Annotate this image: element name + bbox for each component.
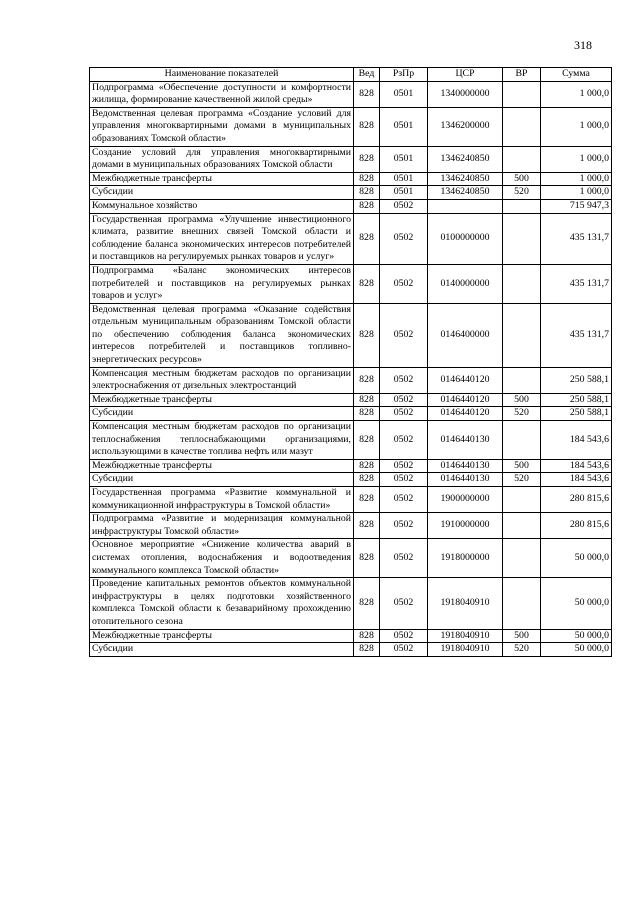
table-row [90, 578, 612, 629]
cell-rzpr: 0501 [380, 146, 428, 172]
table-row [90, 629, 612, 643]
cell-csr: 1918040910 [428, 643, 503, 657]
cell-rzpr: 0502 [380, 199, 428, 213]
cell-ved: 828 [354, 407, 380, 421]
cell-vr [503, 421, 541, 460]
table-row [90, 186, 612, 200]
cell-vr: 520 [503, 407, 541, 421]
header-vr: ВР [503, 68, 541, 82]
cell-vr [503, 578, 541, 629]
cell-rzpr: 0502 [380, 473, 428, 487]
cell-sum: 184 543,6 [541, 421, 612, 460]
cell-ved: 828 [354, 146, 380, 172]
cell-csr: 1900000000 [428, 487, 503, 513]
cell-name: Субсидии [90, 643, 354, 657]
cell-rzpr: 0501 [380, 81, 428, 107]
table-row [90, 367, 612, 393]
table-row [90, 487, 612, 513]
cell-rzpr: 0502 [380, 459, 428, 473]
cell-sum: 50 000,0 [541, 629, 612, 643]
cell-name: Компенсация местным бюджетам расходов по организации теплоснабжения теплоснабжающими организациями, использующими в качестве топлива нефть или мазут [90, 421, 354, 460]
cell-name: Основное мероприятие «Снижение количества аварий в системах отопления, водоснабжения и водоотведения коммунального комплекса Томской области» [90, 539, 354, 578]
cell-vr [503, 367, 541, 393]
cell-sum: 50 000,0 [541, 578, 612, 629]
cell-ved: 828 [354, 172, 380, 186]
cell-name: Межбюджетные трансферты [90, 172, 354, 186]
cell-rzpr: 0502 [380, 578, 428, 629]
cell-name: Субсидии [90, 473, 354, 487]
cell-ved: 828 [354, 539, 380, 578]
table-row [90, 421, 612, 460]
cell-csr: 0146440130 [428, 473, 503, 487]
cell-name: Межбюджетные трансферты [90, 393, 354, 407]
cell-ved: 828 [354, 367, 380, 393]
table-row [90, 643, 612, 657]
cell-ved: 828 [354, 264, 380, 303]
cell-rzpr: 0502 [380, 213, 428, 264]
cell-csr: 0146440120 [428, 393, 503, 407]
cell-ved: 828 [354, 513, 380, 539]
cell-vr [503, 487, 541, 513]
cell-vr: 520 [503, 643, 541, 657]
cell-ved: 828 [354, 459, 380, 473]
table-row [90, 146, 612, 172]
cell-sum: 280 815,6 [541, 513, 612, 539]
cell-name: Субсидии [90, 186, 354, 200]
table-row [90, 539, 612, 578]
cell-csr: 0146440120 [428, 407, 503, 421]
table-row [90, 407, 612, 421]
cell-rzpr: 0502 [380, 629, 428, 643]
header-rzpr: РзПр [380, 68, 428, 82]
table-row [90, 81, 612, 107]
cell-vr [503, 146, 541, 172]
cell-vr: 500 [503, 172, 541, 186]
cell-vr [503, 213, 541, 264]
cell-ved: 828 [354, 199, 380, 213]
cell-rzpr: 0502 [380, 487, 428, 513]
cell-name: Межбюджетные трансферты [90, 459, 354, 473]
header-sum: Сумма [541, 68, 612, 82]
cell-csr: 0146400000 [428, 303, 503, 367]
cell-vr: 500 [503, 629, 541, 643]
table-body [90, 81, 612, 656]
table-row [90, 172, 612, 186]
cell-sum: 1 000,0 [541, 107, 612, 146]
header-ved: Вед [354, 68, 380, 82]
budget-table [89, 67, 612, 657]
cell-ved: 828 [354, 421, 380, 460]
cell-csr: 0146440120 [428, 367, 503, 393]
table-row [90, 213, 612, 264]
cell-vr: 520 [503, 473, 541, 487]
cell-csr: 1346240850 [428, 172, 503, 186]
cell-rzpr: 0501 [380, 172, 428, 186]
cell-ved: 828 [354, 213, 380, 264]
cell-name: Подпрограмма «Развитие и модернизация коммунальной инфраструктуры Томской области» [90, 513, 354, 539]
header-csr: ЦСР [428, 68, 503, 82]
table-row [90, 513, 612, 539]
cell-name: Ведомственная целевая программа «Создание условий для управления многоквартирными домами в муниципальных образованиях Томской области» [90, 107, 354, 146]
cell-sum: 250 588,1 [541, 367, 612, 393]
cell-name: Ведомственная целевая программа «Оказание содействия отдельным муниципальным образованиям Томской области по обеспечению соблюдения баланса экономических интересов потребителей и поставщиков топливно-энергетических ресурсов» [90, 303, 354, 367]
cell-sum: 184 543,6 [541, 473, 612, 487]
cell-sum: 50 000,0 [541, 539, 612, 578]
cell-ved: 828 [354, 643, 380, 657]
cell-sum: 250 588,1 [541, 393, 612, 407]
cell-name: Коммунальное хозяйство [90, 199, 354, 213]
cell-vr [503, 303, 541, 367]
cell-csr: 0100000000 [428, 213, 503, 264]
cell-name: Межбюджетные трансферты [90, 629, 354, 643]
cell-rzpr: 0502 [380, 643, 428, 657]
cell-rzpr: 0502 [380, 264, 428, 303]
cell-sum: 435 131,7 [541, 264, 612, 303]
cell-rzpr: 0502 [380, 421, 428, 460]
cell-sum: 280 815,6 [541, 487, 612, 513]
cell-ved: 828 [354, 107, 380, 146]
cell-sum: 1 000,0 [541, 186, 612, 200]
cell-rzpr: 0502 [380, 393, 428, 407]
cell-sum: 250 588,1 [541, 407, 612, 421]
cell-csr [428, 199, 503, 213]
cell-name: Проведение капитальных ремонтов объектов коммунальной инфраструктуры в целях подготовки хозяйственного комплекса Томской области к безаварийному прохождению отопительного сезона [90, 578, 354, 629]
table-row [90, 303, 612, 367]
cell-vr [503, 107, 541, 146]
cell-sum: 1 000,0 [541, 81, 612, 107]
cell-sum: 184 543,6 [541, 459, 612, 473]
cell-csr: 0146440130 [428, 459, 503, 473]
cell-ved: 828 [354, 487, 380, 513]
cell-ved: 828 [354, 186, 380, 200]
cell-sum: 715 947,3 [541, 199, 612, 213]
cell-vr [503, 264, 541, 303]
cell-vr [503, 199, 541, 213]
cell-csr: 1340000000 [428, 81, 503, 107]
cell-vr [503, 513, 541, 539]
cell-name: Субсидии [90, 407, 354, 421]
cell-ved: 828 [354, 473, 380, 487]
cell-name: Государственная программа «Развитие коммунальной и коммуникационной инфраструктуры в Томской области» [90, 487, 354, 513]
cell-vr: 520 [503, 186, 541, 200]
cell-csr: 1346240850 [428, 146, 503, 172]
cell-rzpr: 0501 [380, 186, 428, 200]
cell-ved: 828 [354, 81, 380, 107]
cell-vr: 500 [503, 459, 541, 473]
cell-ved: 828 [354, 578, 380, 629]
cell-rzpr: 0502 [380, 303, 428, 367]
cell-sum: 1 000,0 [541, 146, 612, 172]
header-name: Наименование показателей [90, 68, 354, 82]
cell-name: Подпрограмма «Баланс экономических интересов потребителей и поставщиков на регулируемых рынках товаров и услуг» [90, 264, 354, 303]
cell-rzpr: 0502 [380, 367, 428, 393]
cell-ved: 828 [354, 393, 380, 407]
cell-csr: 0140000000 [428, 264, 503, 303]
cell-name: Государственная программа «Улучшение инвестиционного климата, развитие внешних связей Томской области и соблюдение баланса экономических интересов потребителей и поставщиков на регулируемых рынках товаров и услуг» [90, 213, 354, 264]
table-row [90, 393, 612, 407]
table-row [90, 264, 612, 303]
cell-rzpr: 0502 [380, 513, 428, 539]
cell-csr: 0146440130 [428, 421, 503, 460]
table-row [90, 459, 612, 473]
cell-rzpr: 0502 [380, 407, 428, 421]
cell-csr: 1346240850 [428, 186, 503, 200]
page-number: 318 [574, 38, 592, 52]
cell-sum: 50 000,0 [541, 643, 612, 657]
table-row [90, 473, 612, 487]
cell-rzpr: 0502 [380, 539, 428, 578]
cell-name: Подпрограмма «Обеспечение доступности и комфортности жилища, формирование качественной жилой среды» [90, 81, 354, 107]
cell-csr: 1918000000 [428, 539, 503, 578]
cell-vr: 500 [503, 393, 541, 407]
cell-vr [503, 81, 541, 107]
table-header-row [90, 68, 612, 82]
cell-csr: 1910000000 [428, 513, 503, 539]
table-row [90, 199, 612, 213]
cell-csr: 1346200000 [428, 107, 503, 146]
cell-ved: 828 [354, 303, 380, 367]
cell-rzpr: 0501 [380, 107, 428, 146]
cell-ved: 828 [354, 629, 380, 643]
cell-sum: 1 000,0 [541, 172, 612, 186]
cell-csr: 1918040910 [428, 578, 503, 629]
cell-name: Компенсация местным бюджетам расходов по организации электроснабжения от дизельных электростанций [90, 367, 354, 393]
table-row [90, 107, 612, 146]
cell-sum: 435 131,7 [541, 213, 612, 264]
cell-sum: 435 131,7 [541, 303, 612, 367]
cell-name: Создание условий для управления многоквартирными домами в муниципальных образованиях Томской области [90, 146, 354, 172]
cell-csr: 1918040910 [428, 629, 503, 643]
cell-vr [503, 539, 541, 578]
